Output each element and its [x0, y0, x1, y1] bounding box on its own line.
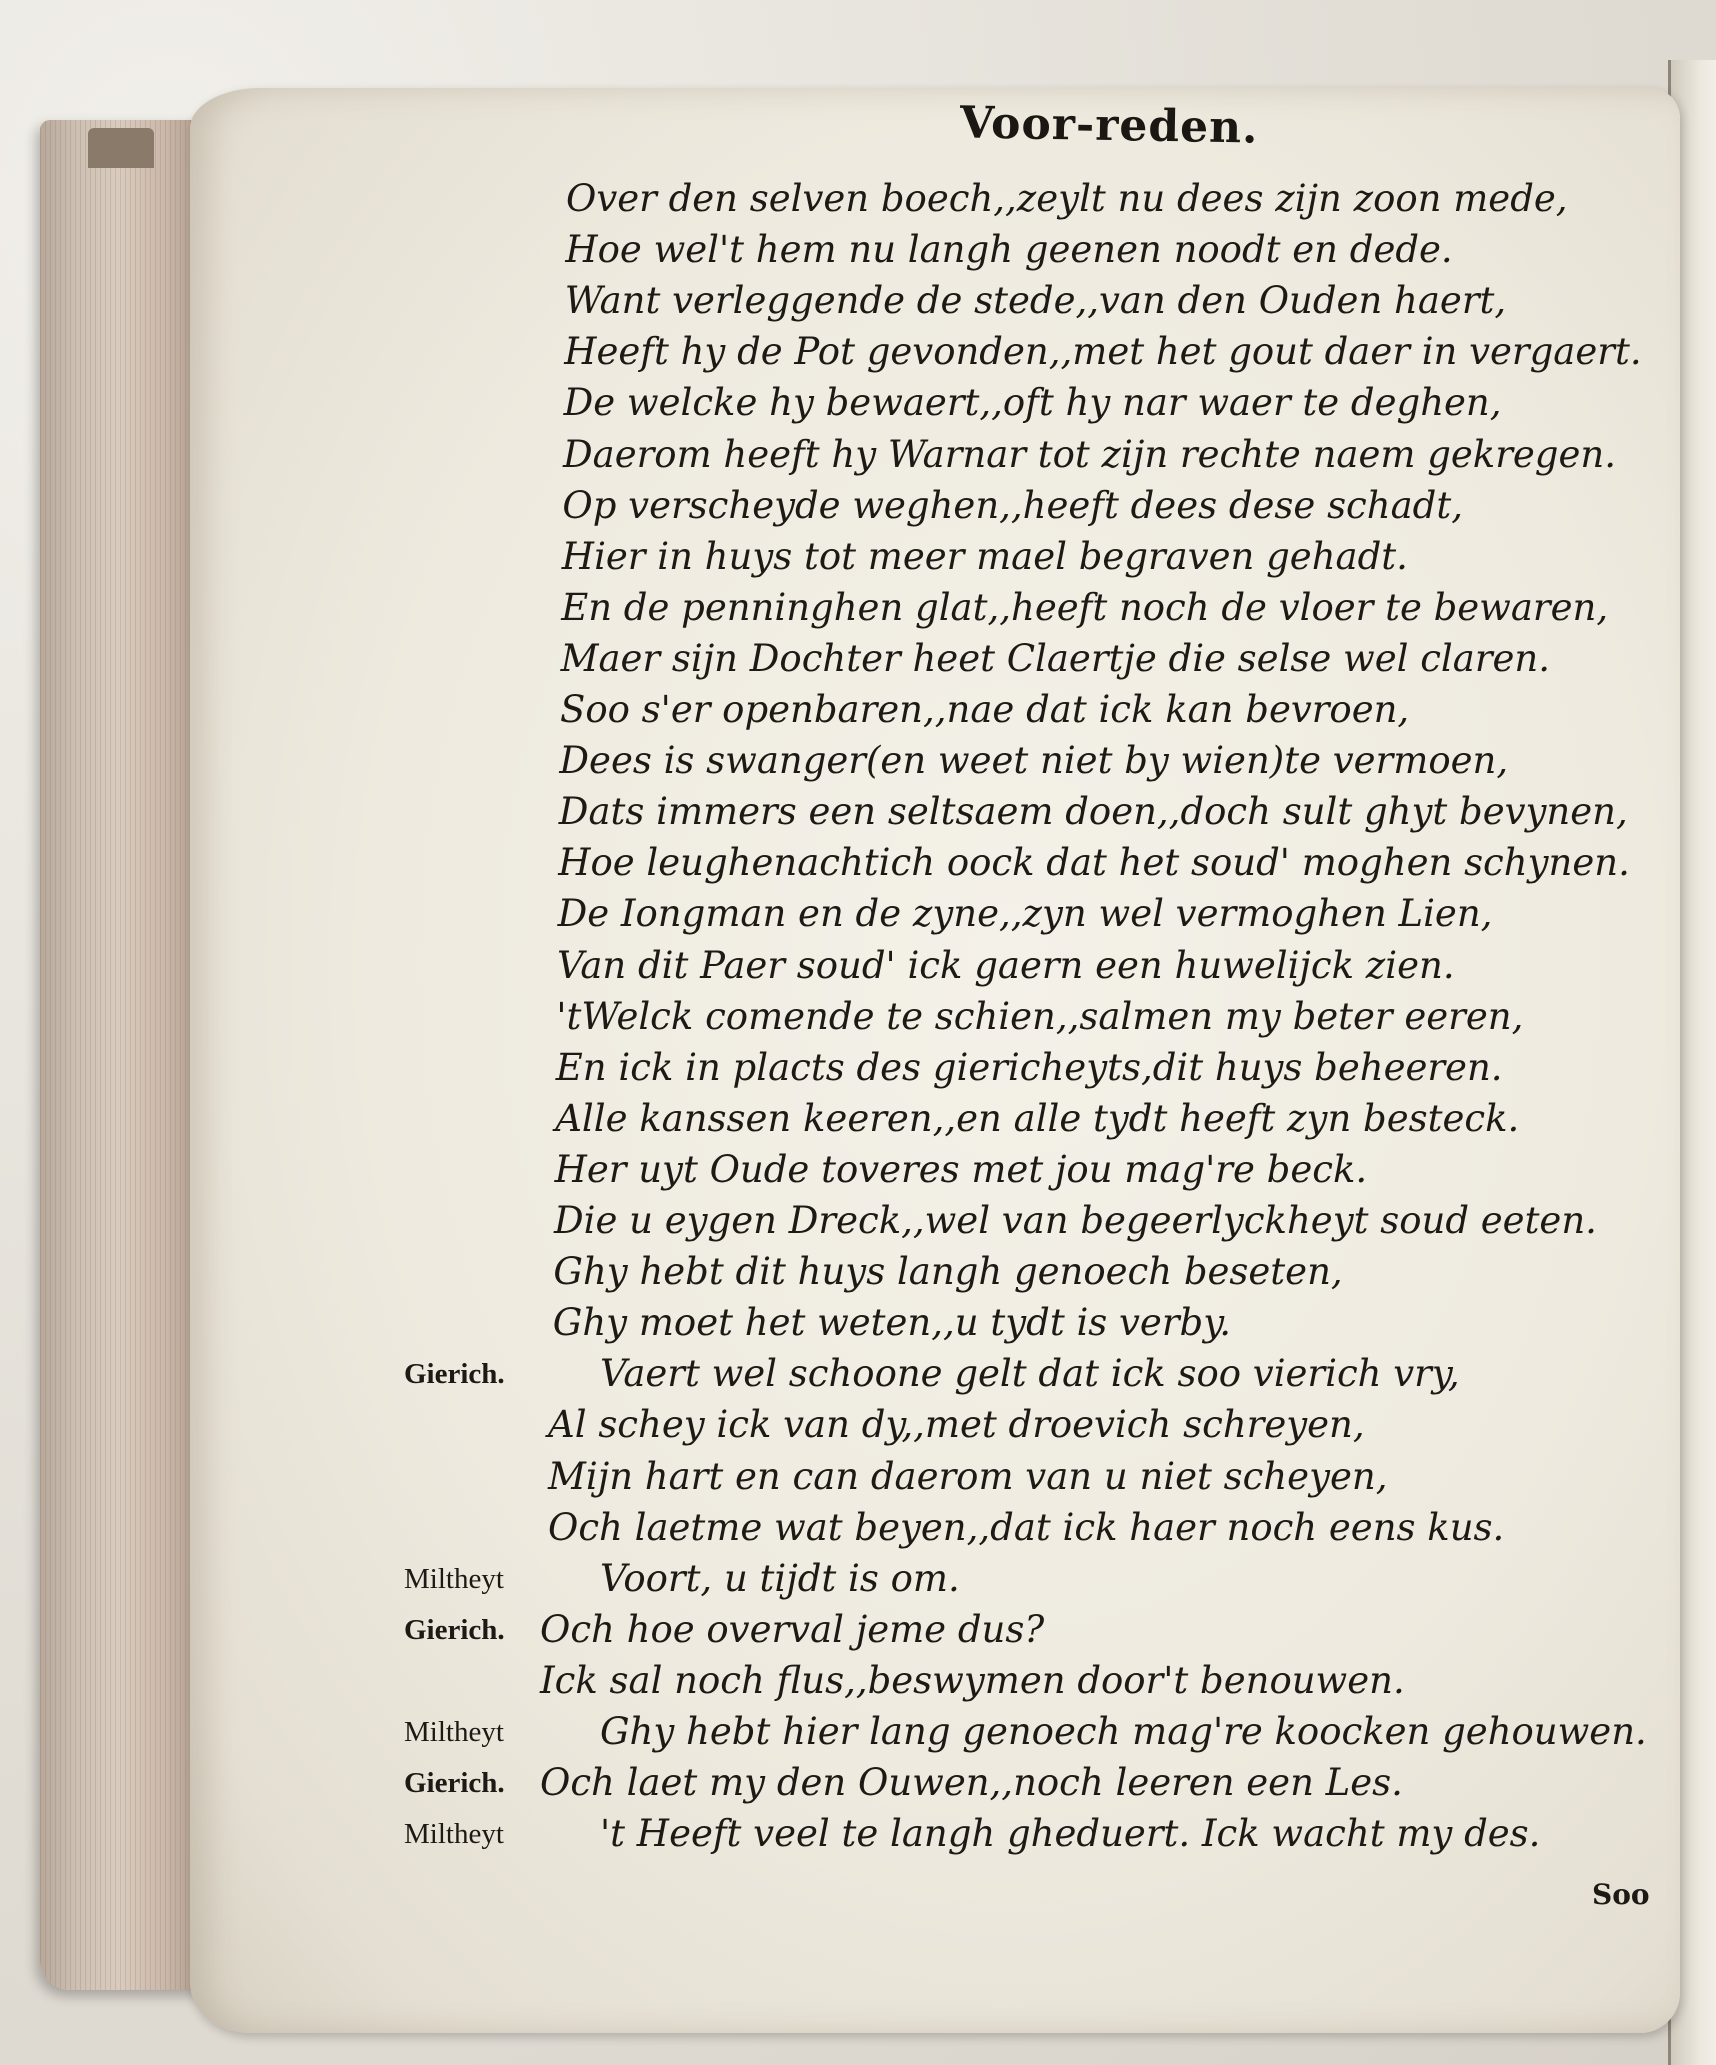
speaker-label: Gierich. [404, 1767, 505, 1800]
verse-line [0, 1452, 1680, 1502]
page-header: Voor-reden. [959, 97, 1259, 154]
verse-line [0, 1400, 1680, 1450]
verse-line [0, 225, 1680, 275]
verse-line [0, 889, 1680, 939]
verse-text: Hoe leughenachtich oock dat het soud' moghen schynen. [558, 841, 1630, 885]
verse-text: Voort, u tijdt is om. [600, 1556, 960, 1600]
verse-text: Hoe wel't hem nu langh geenen noodt en dede. [565, 228, 1453, 272]
verse-text: Dats immers een seltsaem doen,,doch sult ghyt bevynen, [558, 790, 1628, 834]
speaker-label: Gierich. [404, 1613, 505, 1646]
verse-text: Die u eygen Dreck,,wel van begeerlyckheyt soud eeten. [554, 1199, 1597, 1242]
verse-text: Van dit Paer soud' ick gaern een huwelijck zien. [557, 943, 1455, 987]
verse-line [0, 1656, 1680, 1706]
verse-text: Alle kanssen keeren,,en alle tydt heeft zyn besteck. [555, 1096, 1520, 1140]
verse-line [0, 992, 1680, 1042]
verse-text: Al schey ick van dy,,met droevich schreyen, [548, 1403, 1365, 1447]
verse-line [0, 1707, 1680, 1757]
verse-line [0, 1298, 1680, 1348]
speaker-label: Miltheyt [404, 1818, 504, 1851]
verse-line [0, 941, 1680, 991]
verse-line [0, 430, 1680, 480]
verse-line [0, 1349, 1680, 1399]
verse-line [0, 481, 1680, 531]
verse-line [0, 1247, 1680, 1297]
verse-text: 'tWelck comende te schien,,salmen my beter eeren, [556, 994, 1524, 1038]
verse-line [0, 327, 1680, 377]
verse-line [0, 1758, 1680, 1808]
verse-text: Vaert wel schoone gelt dat ick soo vierich vry, [600, 1352, 1460, 1396]
verse-text: 't Heeft veel te langh gheduert. Ick wacht my des. [600, 1812, 1541, 1856]
verse-line [0, 583, 1680, 633]
verse-line [0, 685, 1680, 735]
verse-line [0, 276, 1680, 326]
verse-line [0, 1145, 1680, 1195]
verse-text: En de penninghen glat,,heeft noch de vloer te bewaren, [561, 585, 1609, 629]
verse-text: De Iongman en de zyne,,zyn wel vermoghen Lien, [557, 892, 1493, 936]
speaker-label: Miltheyt [404, 1716, 504, 1748]
speaker-label: Miltheyt [404, 1562, 504, 1595]
verse-text: Och hoe overval jeme dus? [540, 1607, 1045, 1651]
verse-text: Ghy moet het weten,,u tydt is verby. [552, 1301, 1231, 1345]
verse-text: De welcke hy bewaert,,oft hy nar waer te deghen, [563, 381, 1502, 425]
verse-text: Maer sijn Dochter heet Claertje die selse wel claren. [560, 636, 1551, 680]
verse-line [0, 787, 1680, 837]
verse-text: Op verscheyde weghen,,heeft dees dese schadt, [562, 483, 1463, 527]
verse-text: Hier in huys tot meer mael begraven gehadt. [561, 534, 1408, 578]
verse-line [0, 532, 1680, 582]
verse-text: Over den selven boech,,zeylt nu dees zijn zoon mede, [566, 177, 1568, 220]
verse-text: Ghy hebt hier lang genoech mag're koocken gehouwen. [600, 1710, 1647, 1753]
verse-text: Och laetme wat beyen,,dat ick haer noch eens kus. [548, 1505, 1505, 1549]
verse-text: Heeft hy de Pot gevonden,,met het gout daer in vergaert. [564, 330, 1642, 374]
verse-text: Want verleggende de stede,,van den Ouden haert, [564, 279, 1507, 323]
verse-text: Mijn hart en can daerom van u niet scheyen, [548, 1454, 1388, 1498]
verse-line [0, 378, 1680, 428]
signature-mark: Soo [1592, 1878, 1650, 1911]
verse-line [0, 736, 1680, 786]
verse-line [0, 1094, 1680, 1144]
verse-line [0, 1503, 1680, 1553]
verse-line [0, 1196, 1680, 1246]
verse-text: Soo s'er openbaren,,nae dat ick kan bevroen, [560, 688, 1410, 731]
verse-text: Ick sal noch flus,,beswymen door't benouwen. [540, 1658, 1405, 1702]
verse-text: Och laet my den Ouwen,,noch leeren een Les. [540, 1761, 1403, 1805]
speaker-label: Gierich. [404, 1358, 505, 1391]
verse-text: Her uyt Oude toveres met jou mag're beck. [554, 1147, 1368, 1191]
verse-line [0, 634, 1680, 684]
verse-line [0, 1809, 1680, 1859]
verse-text: Daerom heeft hy Warnar tot zijn rechte naem gekregen. [563, 432, 1616, 476]
verse-text: Dees is swanger(en weet niet by wien)te vermoen, [559, 739, 1509, 783]
verse-line [0, 838, 1680, 888]
verse-line [0, 1554, 1680, 1604]
verse-text: En ick in placts des giericheyts,dit huys beheeren. [555, 1045, 1503, 1089]
verse-text: Ghy hebt dit huys langh genoech beseten, [553, 1250, 1343, 1294]
verse-line [0, 1605, 1680, 1655]
verse-line [0, 1043, 1680, 1093]
verse-line [0, 174, 1680, 224]
